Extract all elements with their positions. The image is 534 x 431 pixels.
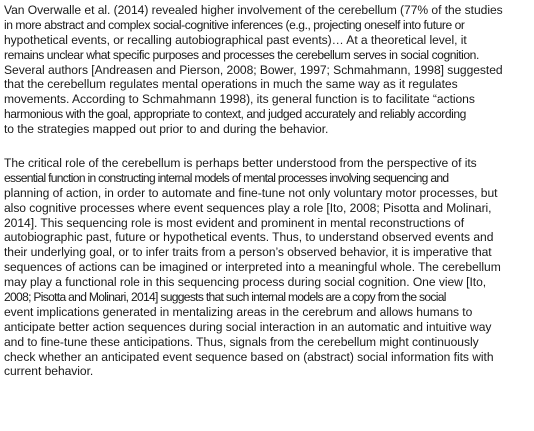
text-line: event implications generated in mentalizing areas in the cerebrum and allows humans to — [4, 304, 473, 319]
document-body — [4, 3, 530, 379]
text-line: also cognitive processes where event sequences play a role [Ito, 2008; Pisotta and Molinari, — [4, 200, 492, 215]
text-line: that the cerebellum regulates mental operations in much the same way as it regulates — [4, 77, 458, 92]
text-line: to the strategies mapped out prior to and during the behavior. — [4, 122, 329, 137]
text-line: anticipate better action sequences during social interaction in an automatic and intuitive way — [4, 319, 492, 334]
text-line: 2008; Pisotta and Molinari, 2014] suggests that such internal models are a copy from the social — [4, 290, 446, 305]
text-line: Van Overwalle et al. (2014) revealed higher involvement of the cerebellum (77% of the studies — [4, 3, 503, 17]
text-line: may play a functional role in this sequencing process during social cognition. One view [Ito, — [4, 275, 487, 290]
text-line: sequences of actions can be imagined or interpreted into a meaningful whole. The cerebellum — [4, 260, 501, 275]
text-line: 2014]. This sequencing role is most evident and prominent in mental reconstructions of — [4, 215, 464, 230]
text-line: autobiographic past, future or hypothetical events. Thus, to understand observed events and — [4, 230, 494, 245]
text-line: harmonious with the goal, appropriate to context, and judged accurately and reliably according — [4, 107, 466, 122]
text-line: in more abstract and complex social-cognitive inferences (e.g., projecting oneself into future or — [4, 17, 465, 32]
text-line: hypothetical events, or recalling autobiographical past events)… At a theoretical level, it — [4, 32, 467, 47]
text-line: check whether an anticipated event sequence based on (abstract) social information fits with — [4, 349, 494, 364]
text-line: and to fine-tune these anticipations. Thus, signals from the cerebellum might continuously — [4, 334, 479, 349]
text-line: The critical role of the cerebellum is perhaps better understood from the perspective of its — [4, 156, 477, 171]
text-line: planning of action, in order to automate and fine-tune not only voluntary motor processes, but — [4, 185, 498, 200]
text-line: remains unclear what specific purposes and processes the cerebellum serves in social cognition. — [4, 47, 479, 62]
paragraph-1 — [4, 3, 530, 137]
text-line: essential function in constructing internal models of mental processes involving sequencing and — [4, 170, 449, 185]
text-line: Several authors [Andreasen and Pierson, 2008; Bower, 1997; Schmahmann, 1998] suggested — [4, 62, 503, 77]
text-line: current behavior. — [4, 364, 94, 379]
paragraph-2 — [4, 156, 530, 379]
text-line: movements. According to Schmahmann 1998), its general function is to facilitate “actions — [4, 92, 475, 107]
text-line: their underlying goal, or to infer traits from a person’s observed behavior, it is imperative that — [4, 245, 492, 260]
